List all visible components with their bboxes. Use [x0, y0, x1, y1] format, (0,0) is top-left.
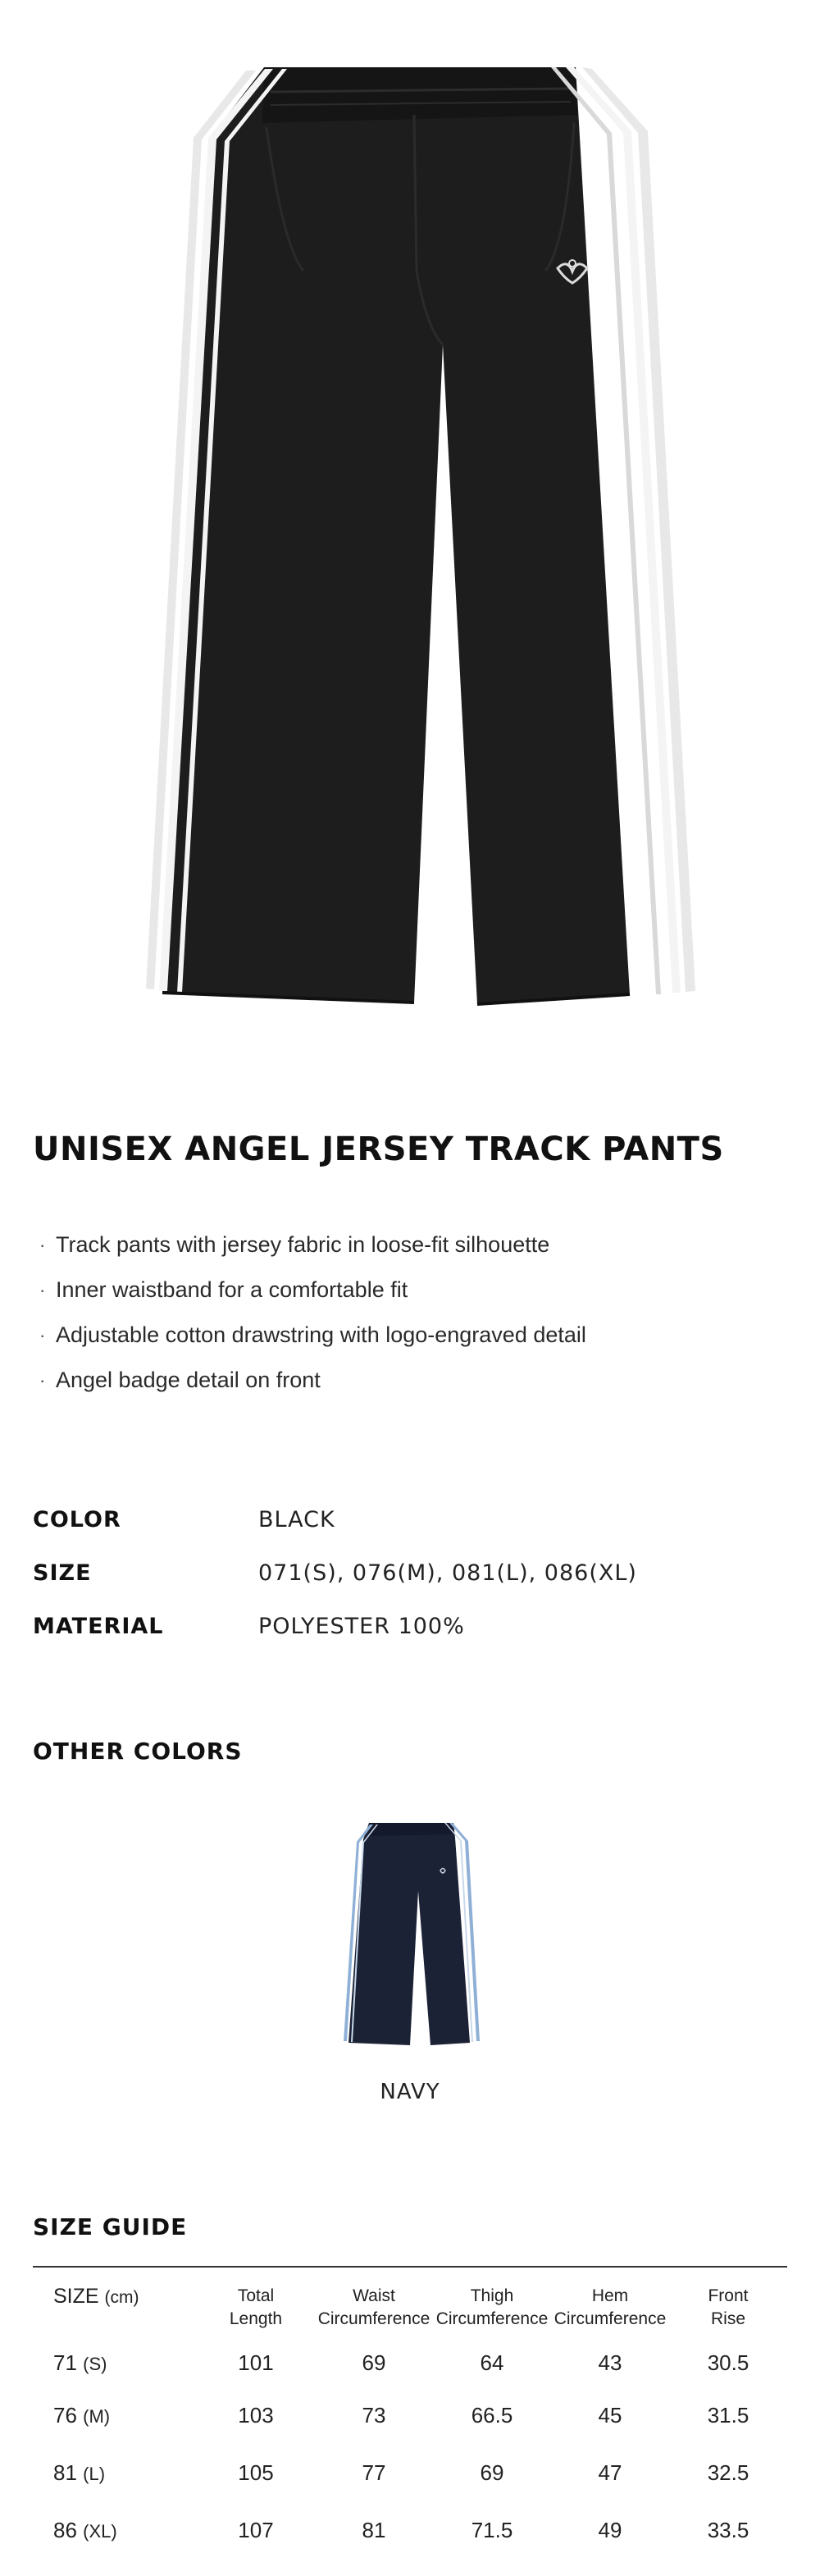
spec-list	[33, 1493, 637, 1653]
spec-value: 071(S), 076(M), 081(L), 086(XL)	[258, 1560, 637, 1586]
column-header: Thigh Circumference	[435, 2286, 549, 2328]
table-row: 76 (M) 103 73 66.5 45 31.5	[53, 2402, 749, 2428]
spec-row-size	[33, 1546, 637, 1600]
spec-key: SIZE	[33, 1560, 92, 1586]
table-header-row	[33, 2285, 787, 2339]
column-header: Front Rise	[708, 2286, 749, 2328]
bullet-icon: ·	[39, 1325, 46, 1345]
spec-row-material	[33, 1600, 637, 1653]
bullet-icon: ·	[39, 1280, 46, 1300]
size-guide-table	[33, 2285, 787, 2559]
product-title: UNISEX ANGEL JERSEY TRACK PANTS	[33, 1130, 724, 1168]
product-image	[0, 0, 820, 1066]
other-colors-heading: OTHER COLORS	[33, 1738, 243, 1765]
spec-row-color	[33, 1493, 637, 1546]
spec-key: COLOR	[33, 1507, 121, 1532]
track-pants-navy-photo	[324, 1805, 496, 2067]
bullet-icon: ·	[39, 1235, 46, 1255]
size-guide-heading: SIZE GUIDE	[33, 2213, 188, 2240]
spec-value: POLYESTER 100%	[258, 1614, 465, 1639]
list-item: · Inner waistband for a comfortable fit	[39, 1267, 586, 1313]
column-header: Hem Circumference	[554, 2286, 667, 2328]
spec-key: MATERIAL	[33, 1614, 164, 1639]
column-header: Total Length	[229, 2286, 283, 2328]
feature-list	[39, 1222, 586, 1403]
list-item: · Track pants with jersey fabric in loose-fit silhouette	[39, 1222, 586, 1267]
column-header: Waist Circumference	[317, 2286, 430, 2328]
list-item: · Adjustable cotton drawstring with logo-engraved detail	[39, 1313, 586, 1358]
bullet-icon: ·	[39, 1370, 46, 1391]
divider	[33, 2266, 787, 2268]
table-row: 71 (S) 101 69 64 43 30.5	[53, 2350, 749, 2375]
color-option-navy[interactable]	[324, 1805, 496, 2067]
color-option-label: NAVY	[380, 2080, 440, 2104]
spec-value: BLACK	[258, 1507, 335, 1532]
list-item: · Angel badge detail on front	[39, 1358, 586, 1403]
track-pants-black-photo	[0, 0, 820, 1066]
table-row: 81 (L) 105 77 69 47 32.5	[53, 2460, 749, 2485]
table-row: 86 (XL) 107 81 71.5 49 33.5	[53, 2517, 749, 2542]
column-header-size: SIZE (cm)	[53, 2285, 139, 2308]
